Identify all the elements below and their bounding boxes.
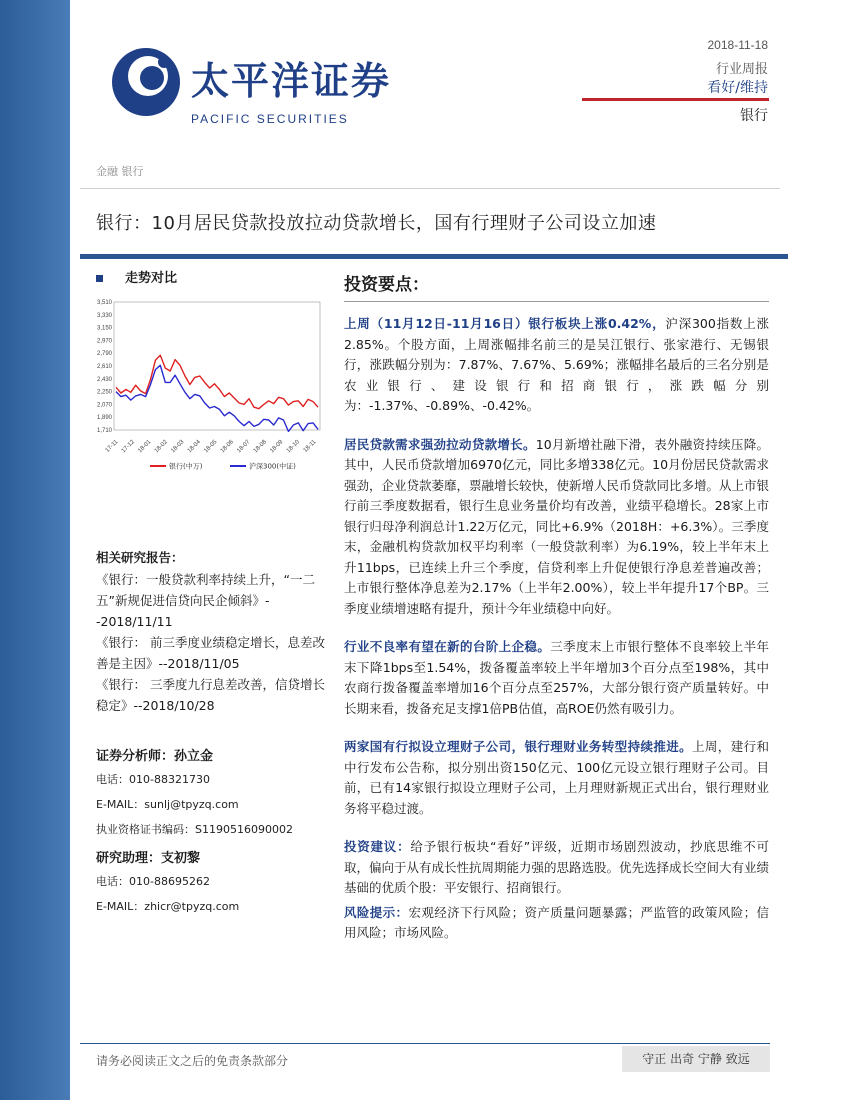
para-investment-advice: 投资建议：给予银行板块“看好”评级，近期市场剧烈波动，抄底思维不可取，偏向于从有成长性抗周期能力强的思路选股。优先选择成长空间大有业绩基础的优质个股：平安银行、招商银行。 bbox=[344, 839, 770, 895]
y-tick-label: 3,510 bbox=[96, 300, 112, 306]
brand-name-en: PACIFIC SECURITIES bbox=[191, 112, 349, 126]
analyst-phone: 电话：010-88321730 bbox=[96, 773, 210, 786]
x-tick-label: 18-05 bbox=[203, 439, 219, 455]
x-tick-label: 18-04 bbox=[186, 439, 202, 455]
rating: 看好/维持 bbox=[707, 80, 768, 96]
assistant-email[interactable]: E-MAIL：zhicr@tpyzq.com bbox=[96, 900, 240, 913]
related-reports-title: 相关研究报告： bbox=[96, 550, 184, 565]
para-risk: 风险提示：宏观经济下行风险；资产质量问题暴露；严监管的政策风险；信用风险；市场风险。 bbox=[344, 904, 769, 940]
y-tick-label: 2,250 bbox=[96, 389, 112, 396]
x-tick-label: 18-07 bbox=[236, 439, 252, 455]
legend-label: 银行(中万) bbox=[169, 462, 203, 471]
title-divider bbox=[80, 254, 788, 259]
y-tick-label: 2,430 bbox=[96, 376, 112, 383]
x-tick-label: 18-10 bbox=[285, 439, 301, 455]
y-tick-label: 2,070 bbox=[96, 402, 112, 409]
trend-chart-svg bbox=[84, 296, 330, 474]
pacific-logo-icon bbox=[88, 20, 188, 140]
y-tick-label: 1,710 bbox=[96, 428, 112, 434]
footer-motto: 守正 出奇 宁静 致远 bbox=[622, 1046, 770, 1072]
report-date: 2018-11-18 bbox=[707, 38, 768, 52]
plot-area bbox=[114, 302, 320, 430]
x-tick-label: 17-12 bbox=[120, 439, 136, 455]
chart-heading: 走势对比 bbox=[96, 267, 177, 286]
breadcrumb: 金融 银行 bbox=[96, 165, 144, 178]
y-tick-label: 2,610 bbox=[96, 364, 112, 370]
related-report-link[interactable]: 《银行：一般贷款利率持续上升，“一二五”新规促进信贷向民企倾斜》--2018/11/11 bbox=[96, 572, 315, 629]
assistant-phone: 电话：010-88695262 bbox=[96, 875, 210, 888]
y-tick-label: 1,890 bbox=[96, 415, 112, 422]
footer-divider bbox=[80, 1043, 770, 1044]
y-tick-label: 3,330 bbox=[96, 312, 112, 319]
footer-disclaimer: 请务必阅读正文之后的免责条款部分 bbox=[96, 1054, 289, 1068]
assistant-title: 研究助理：支初黎 bbox=[96, 851, 201, 866]
x-tick-label: 17-11 bbox=[104, 439, 120, 454]
bullet-square-icon bbox=[96, 275, 103, 282]
para-wealth-subsidiary: 两家国有行拟设立理财子公司，银行理财业务转型持续推进。上周，建行和中行发布公告称，拟分别出资150亿元、100亿元设立银行理财子公司。目前，已有14家银行拟设立理财子公司，上月理财新规正式出台，银行理财业务将平稳过渡。 bbox=[344, 739, 769, 816]
x-tick-label: 18-09 bbox=[269, 439, 285, 455]
page-title: 银行：10月居民贷款投放拉动贷款增长，国有行理财子公司设立加速 bbox=[96, 213, 657, 234]
related-reports bbox=[96, 547, 326, 716]
divider bbox=[80, 188, 780, 189]
para-loan-growth: 居民贷款需求强劲拉动贷款增长。10月新增社融下滑，表外融资持续压降。其中，人民币贷款增加6970亿元，同比多增338亿元。10月份居民贷款需求强劲，企业贷款萎靡，票融增长较快，使新增人民币贷款同比多增。从上市银行前三季度数据看，银行生息业务量价均有改善，业绩平稳增长。28家上市银行归母净利润总计1.22万亿元，同比+6.9%（2018H：+6.3%）。三季度末，金融机构贷款加权平均利率（一般贷款利率）为6.19%，较上半年末上升11bps，已连续上升三个季度，信贷利率上升促使银行净息差普遍改善；上市银行整体净息差为2.17%（上半年2.00%），较上半年提升17个BP。三季度业绩增速略有提升，预计今年业绩稳中向好。 bbox=[344, 436, 770, 616]
para-npl: 行业不良率有望在新的台阶上企稳。三季度末上市银行整体不良率较上半年末下降1bps至1.54%，拨备覆盖率较上半年增加3个百分点至198%，其中农商行拨备覆盖率增加16个百分点至257%，大部分银行资产质量转好。中长期来看，拨备充足支撑1倍PB估值，高ROE仍然有吸引力。 bbox=[344, 639, 769, 716]
analyst-info bbox=[96, 745, 326, 924]
analyst-title: 证券分析师：孙立金 bbox=[96, 749, 214, 764]
y-tick-label: 3,150 bbox=[96, 325, 112, 332]
para-weekly-performance: 上周（11月12日-11月16日）银行板块上涨0.42%，沪深300指数上涨2.85%。个股方面，上周涨幅排名前三的是吴江银行、张家港行、无锡银行，涨跌幅分别为：7.87%、7.67%、5.69%；涨幅排名最后的三名分别是农业银行、建设银行和招商银行，涨跌幅分别为：-1.37%、-0.89%、-0.42%。 bbox=[344, 316, 769, 413]
related-report-link[interactable]: 《银行： 前三季度业绩稳定增长，息差改善是主因》--2018/11/05 bbox=[96, 635, 325, 671]
industry-label: 银行 bbox=[740, 108, 768, 124]
brand-name-cn: 太平洋证券 bbox=[191, 59, 392, 103]
x-tick-label: 18-03 bbox=[170, 439, 186, 455]
related-report-link[interactable]: 《银行： 三季度九行息差改善，信贷增长稳定》--2018/10/28 bbox=[96, 677, 325, 713]
x-tick-label: 18-08 bbox=[252, 439, 268, 455]
trend-chart bbox=[84, 296, 330, 474]
left-decor-bar bbox=[0, 0, 70, 1100]
header-red-line bbox=[582, 98, 769, 101]
y-tick-label: 2,970 bbox=[96, 338, 112, 345]
highlights-divider bbox=[344, 301, 769, 302]
investment-highlights bbox=[344, 270, 769, 948]
legend-label: 沪深300(中证) bbox=[249, 462, 296, 471]
analyst-email[interactable]: E-MAIL：sunlj@tpyzq.com bbox=[96, 798, 239, 811]
report-type: 行业周报 bbox=[715, 62, 768, 77]
y-tick-label: 2,790 bbox=[96, 351, 112, 358]
brand-logo bbox=[88, 20, 392, 140]
x-tick-label: 18-01 bbox=[137, 439, 153, 455]
highlights-heading: 投资要点： bbox=[344, 275, 429, 295]
x-tick-label: 18-11 bbox=[302, 439, 318, 454]
x-tick-label: 18-02 bbox=[153, 439, 169, 455]
x-tick-label: 18-06 bbox=[219, 439, 235, 455]
analyst-license: 执业资格证书编码：S1190516090002 bbox=[96, 823, 293, 836]
